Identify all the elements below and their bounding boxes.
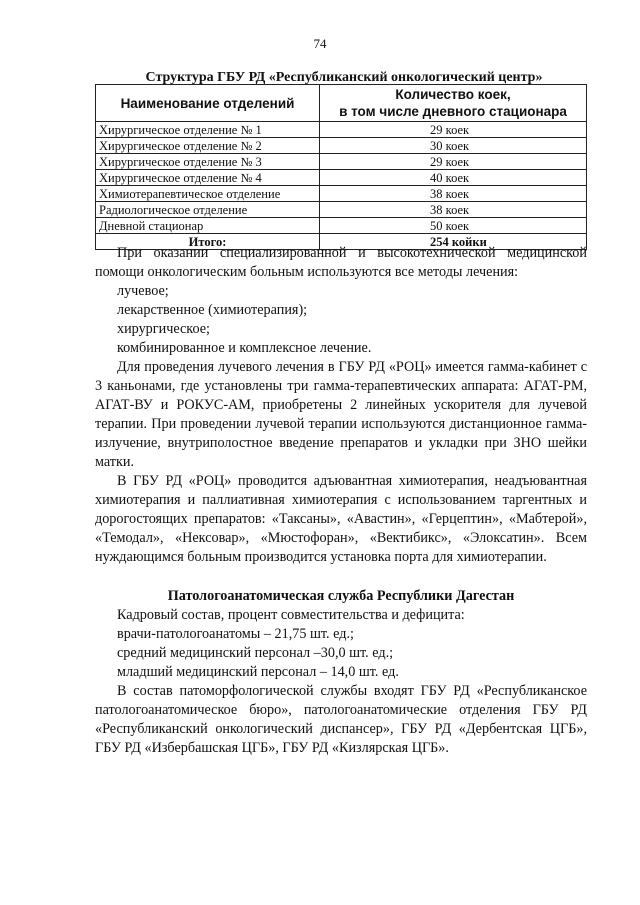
table-row — [96, 202, 587, 218]
document-body — [95, 244, 587, 758]
department-name: Хирургическое отделение № 2 — [96, 138, 320, 154]
table-row — [96, 138, 587, 154]
section-title-pathology: Патологоанатомическая служба Республики Дагестан — [167, 588, 515, 604]
paragraph-pathology-service: В состав патоморфологической службы входят ГБУ РД «Республиканское патологоанатомическое бюро», патологоанатомические отделения ГБУ РД «Республиканский онкологический диспансер», ГБУ РД «Дербентская ЦГБ», ГБУ РД «Избербашская ЦГБ», ГБУ РД «Кизлярская ЦГБ». — [95, 683, 587, 756]
bed-count: 50 коек — [320, 218, 587, 234]
table-row — [96, 122, 587, 138]
list-item: комбинированное и комплексное лечение. — [117, 340, 372, 356]
table-row — [96, 218, 587, 234]
bed-count: 40 коек — [320, 170, 587, 186]
bed-count: 38 коек — [320, 186, 587, 202]
paragraph-radiation-therapy: Для проведения лучевого лечения в ГБУ РД «РОЦ» имеется гамма-кабинет с 3 каньонами, где установлены три гамма-терапевтических аппарата: АГАТ-РМ, АГАТ-ВУ и РОКУС-АМ, приобретены 2 линейных ускорителя для лучевой терапии. При проведении лучевой терапии используются дистанционное гамма-излучение, внутриполостное введение препаратов и укладки при ЗНО шейки матки. — [95, 359, 587, 470]
department-name: Дневной стационар — [96, 218, 320, 234]
department-name: Хирургическое отделение № 4 — [96, 170, 320, 186]
list-item: лучевое; — [117, 283, 169, 299]
total-label: Итого: — [96, 234, 320, 250]
department-name: Хирургическое отделение № 1 — [96, 122, 320, 138]
departments-table — [95, 84, 587, 250]
page-number: 74 — [313, 36, 327, 51]
table-row — [96, 154, 587, 170]
bed-count: 29 коек — [320, 122, 587, 138]
table-row — [96, 170, 587, 186]
department-name: Химиотерапевтическое отделение — [96, 186, 320, 202]
list-item: младший медицинский персонал – 14,0 шт. ед. — [117, 664, 399, 680]
list-item: врачи-патологоанатомы – 21,75 шт. ед.; — [117, 626, 354, 642]
table-title: Структура ГБУ РД «Республиканский онкологический центр» — [145, 70, 543, 85]
paragraph-staffing: Кадровый состав, процент совместительства и дефицита: — [117, 607, 465, 623]
table-header-row — [96, 85, 587, 122]
table-row — [96, 186, 587, 202]
bed-count: 30 коек — [320, 138, 587, 154]
bed-count: 38 коек — [320, 202, 587, 218]
bed-count: 29 коек — [320, 154, 587, 170]
header-bed-count: Количество коек, в том числе дневного стационара — [320, 85, 587, 122]
paragraph-chemotherapy: В ГБУ РД «РОЦ» проводится адъювантная химиотерапия, неадъювантная химиотерапия и паллиативная химиотерапия с использованием таргентных и дорогостоящих препаратов: «Таксаны», «Авастин», «Герцептин», «Мабтерой», «Темодал», «Нексовар», «Мюстофоран», «Вектибикс», «Элоксатин». Всем нуждающимся больным производится установка порта для химиотерапии. — [95, 473, 587, 565]
department-name: Хирургическое отделение № 3 — [96, 154, 320, 170]
department-name: Радиологическое отделение — [96, 202, 320, 218]
paragraph-treatment-methods: При оказании специализированной и высокотехнической медицинской помощи онкологическим больным используются все методы лечения: — [95, 245, 587, 280]
total-value: 254 койки — [320, 234, 587, 250]
header-department-name: Наименование отделений — [96, 85, 320, 122]
list-item: средний медицинский персонал –30,0 шт. ед.; — [117, 645, 394, 661]
list-item: хирургическое; — [117, 321, 210, 337]
list-item: лекарственное (химиотерапия); — [117, 302, 308, 318]
